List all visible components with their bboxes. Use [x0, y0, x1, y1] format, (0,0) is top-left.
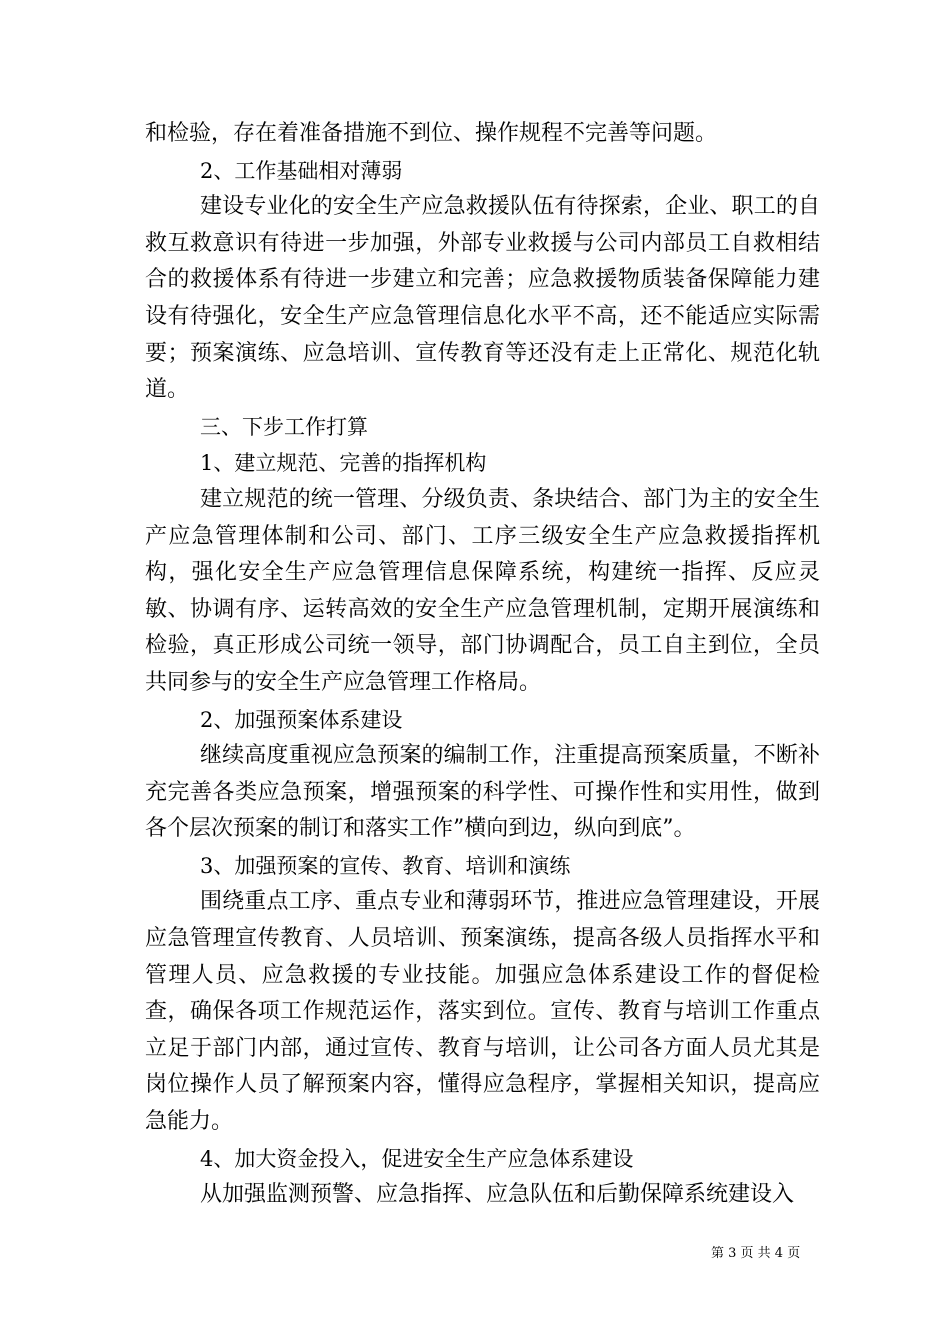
section-heading-next-steps: 三、下步工作打算 — [200, 414, 368, 439]
subheading-command-structure: 1、建立规范、完善的指挥机构 — [200, 451, 487, 476]
paragraph-plan-system: 继续高度重视应急预案的编制工作，注重提高预案质量，不断补充完善各类应急预案，增强预案的科学性、可操作性和实用性，做到各个层次预案的制订和落实工作”横向到边，纵向到底”。 — [145, 743, 820, 842]
paragraph-work-foundation: 建设专业化的安全生产应急救援队伍有待探索，企业、职工的自救互救意识有待进一步加强，外部专业救援与公司内部员工自救相结合的救援体系有待进一步建立和完善；应急救援物质装备保障能力建设有待强化，安全生产应急管理信息化水平不高，还不能适应实际需要；预案演练、应急培训、宣传教育等还没有走上正常化、规范化轨道。 — [145, 194, 820, 403]
subheading-funding: 4、加大资金投入，促进安全生产应急体系建设 — [200, 1146, 634, 1171]
paragraph-funding: 从加强监测预警、应急指挥、应急队伍和后勤保障系统建设入 — [200, 1182, 795, 1208]
section-heading-work-foundation: 2、工作基础相对薄弱 — [200, 158, 403, 183]
document-body — [145, 116, 820, 1214]
subheading-training-drills: 3、加强预案的宣传、教育、培训和演练 — [200, 853, 571, 878]
page-number-footer: 第 3 页 共 4 页 — [711, 1246, 801, 1261]
paragraph-training-drills: 围绕重点工序、重点专业和薄弱环节，推进应急管理建设，开展应急管理宣传教育、人员培训、预案演练，提高各级人员指挥水平和管理人员、应急救援的专业技能。加强应急体系建设工作的督促检查，确保各项工作规范运作，落实到位。宣传、教育与培训工作重点立足于部门内部，通过宣传、教育与培训，让公司各方面人员尤其是岗位操作人员了解预案内容，懂得应急程序，掌握相关知识，提高应急能力。 — [145, 889, 820, 1135]
paragraph-command-structure: 建立规范的统一管理、分级负责、条块结合、部门为主的安全生产应急管理体制和公司、部门、工序三级安全生产应急救援指挥机构，强化安全生产应急管理信息保障系统，构建统一指挥、反应灵敏、协调有序、运转高效的安全生产应急管理机制，定期开展演练和检验，真正形成公司统一领导，部门协调配合，员工自主到位，全员共同参与的安全生产应急管理工作格局。 — [145, 486, 820, 695]
paragraph-continuation: 和检验，存在着准备措施不到位、操作规程不完善等问题。 — [145, 121, 718, 146]
subheading-plan-system: 2、加强预案体系建设 — [200, 707, 403, 732]
